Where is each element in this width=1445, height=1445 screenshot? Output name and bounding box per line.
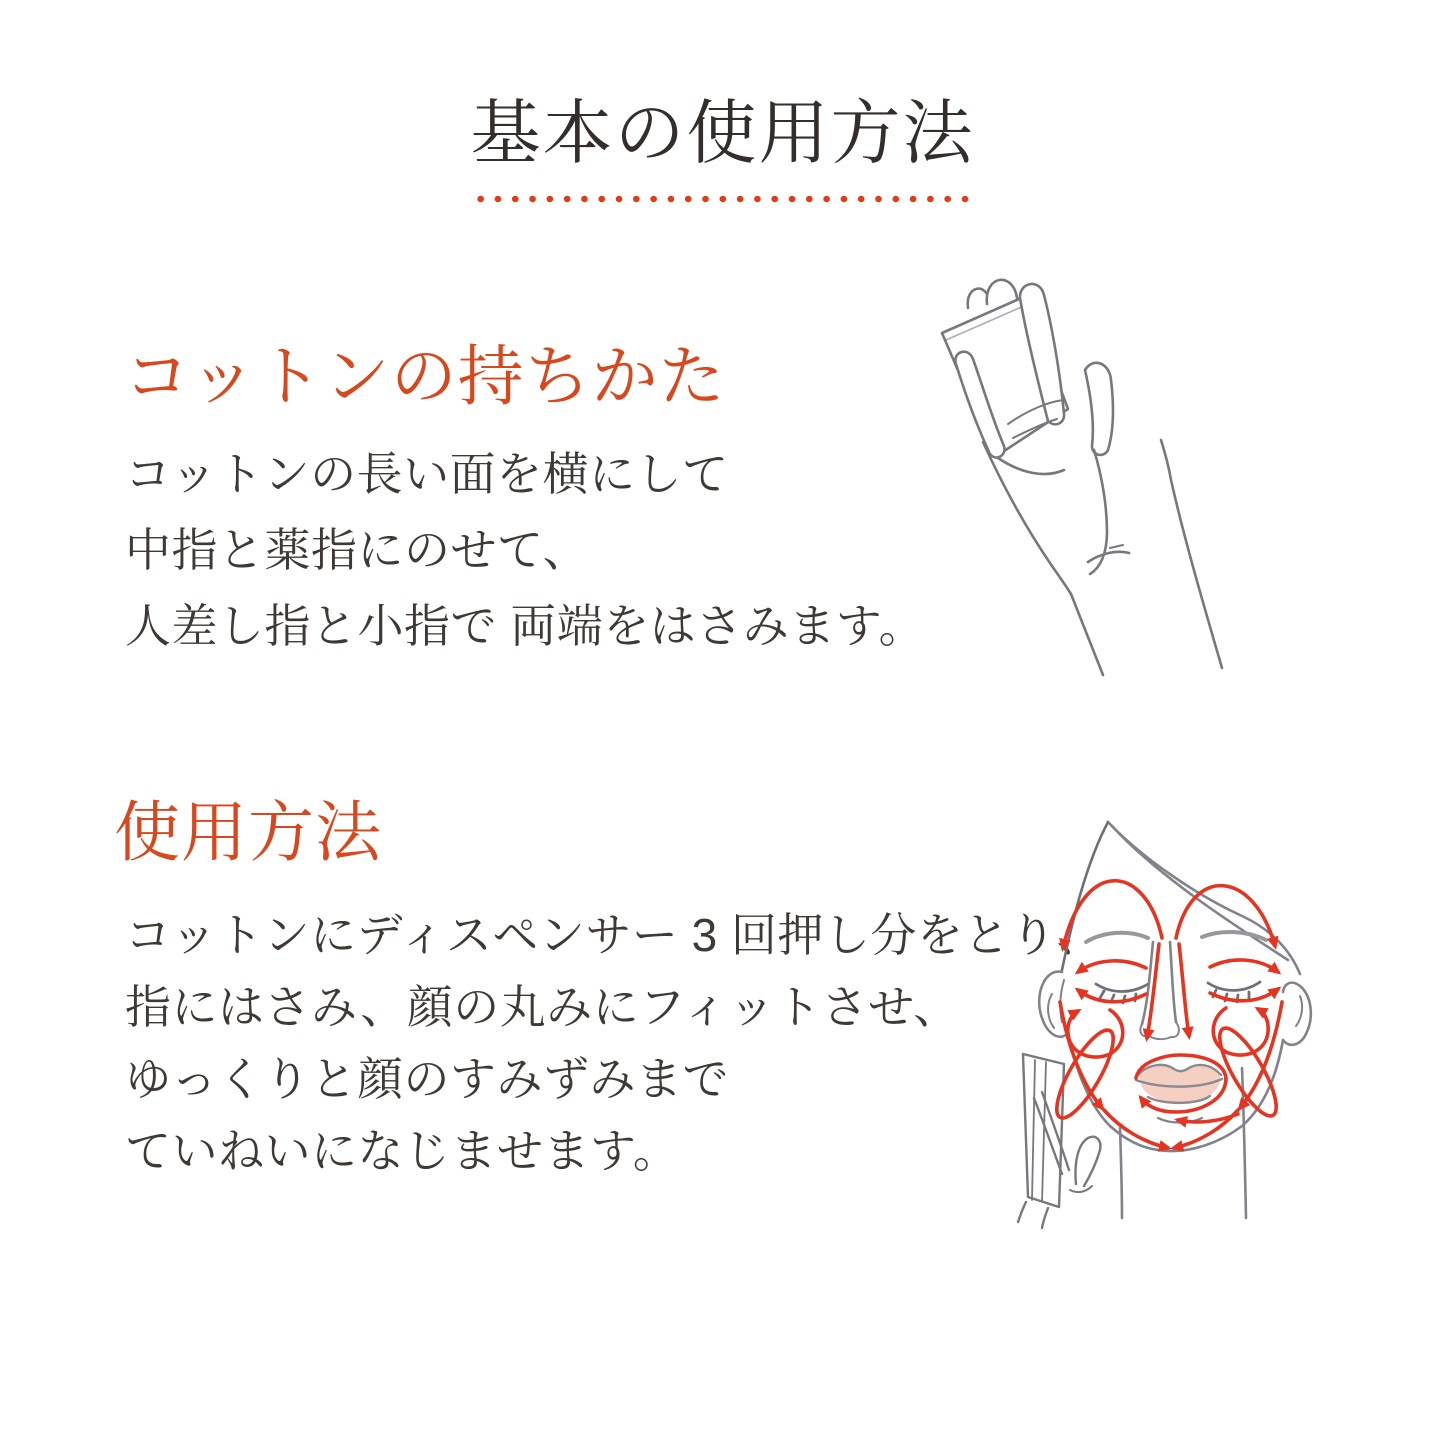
neck-line <box>1120 1128 1122 1218</box>
section-heading-usage: 使用方法 <box>114 797 382 870</box>
middle-fingertip <box>987 280 1017 304</box>
face-massage-arrows-illustration <box>988 810 1350 1230</box>
nose <box>1140 942 1179 1039</box>
section-body-usage <box>125 906 1103 1194</box>
body-line: 中指と薬指にのせて、 <box>125 524 590 576</box>
body-line: ていねいになじませます。 <box>125 1125 680 1177</box>
hand-with-cotton <box>1018 1054 1100 1228</box>
dotted-divider <box>472 194 974 204</box>
left-eyebrow <box>1086 933 1148 942</box>
body-line: ゆっくりと顔のすみずみまで <box>125 1053 730 1105</box>
body-line: コットンの長い面を横にして <box>125 448 729 500</box>
section-heading-how-to-hold: コットンの持ちかた <box>124 341 726 414</box>
body-line: 指にはさみ、顔の丸みにフィットさせ、 <box>125 981 960 1033</box>
section-body-how-to-hold <box>125 444 925 672</box>
hand-holding-cotton-illustration <box>880 262 1240 687</box>
thumb <box>1085 363 1113 455</box>
body-line: コットンにディスペンサー 3 回押し分をとり、 <box>125 909 1104 961</box>
body-line: 人差し指と小指で 両端をはさみます。 <box>125 600 926 652</box>
page-title: 基本の使用方法 <box>470 96 975 173</box>
right-ear <box>1283 983 1311 1045</box>
hair-line <box>1108 822 1300 974</box>
